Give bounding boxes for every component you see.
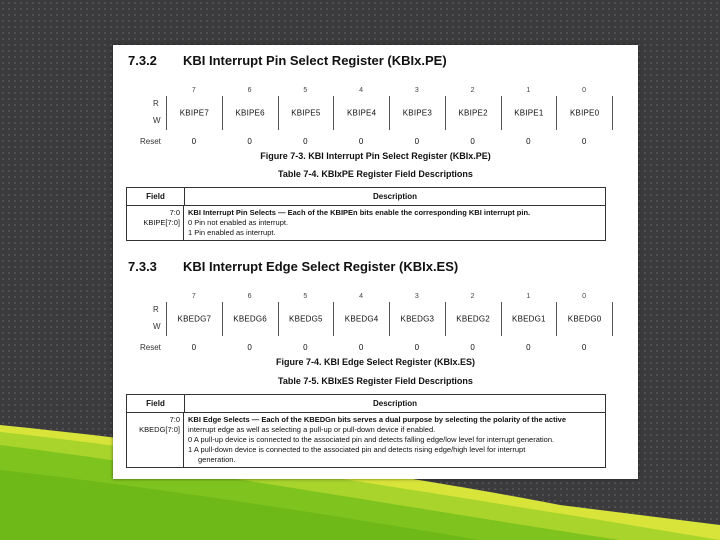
write-label: W [153,322,161,331]
bit-field-label: KBIPE3 [402,108,432,118]
bit-field-cell [223,96,279,130]
bit-field-label: KBEDG3 [400,314,435,324]
bit-field-cell [557,96,613,130]
field-name: KBEDG[7:0] [139,425,180,434]
field-column-header: Field [127,395,185,412]
bit-field-label: KBEDG7 [177,314,212,324]
bit-field-cell [167,302,223,336]
bit-number: 5 [303,87,308,94]
bit-number: 7 [191,87,196,94]
bit-field-cell [223,302,279,336]
bit-field-cell [390,96,446,130]
section-title: KBI Interrupt Edge Select Register (KBIx.ES) [183,259,459,274]
field-cell [127,206,184,240]
bit-field-label: KBIPE0 [570,108,600,118]
bit-field-cell [279,96,335,130]
description-line: 1 Pin enabled as interrupt. [188,228,276,237]
bit-number: 2 [470,293,475,300]
bit-number: 6 [247,293,252,300]
reset-value: 0 [358,137,364,146]
table-header-row [127,395,605,413]
bit-number: 1 [526,293,531,300]
section-heading [128,53,628,69]
bit-field-label: KBEDG5 [289,314,323,324]
field-cell [127,413,184,467]
bit-field-cell [334,302,390,336]
bit-field-label: KBEDG4 [344,314,379,324]
bit-number: 5 [303,293,308,300]
bit-field-label: KBEDG1 [512,314,546,324]
table-caption: Table 7-5. KBIxES Register Field Descriptions [278,376,473,386]
read-label: R [153,305,159,314]
bit-number: 0 [582,87,587,94]
field-name: KBIPE[7:0] [143,218,180,227]
reset-value: 0 [470,343,475,352]
description-column-header: Description [372,399,417,408]
register-diagram [113,87,638,147]
bit-field-cell [334,96,390,130]
reset-label: Reset [140,343,161,352]
reset-value: 0 [470,137,475,146]
description-line: KBI Interrupt Pin Selects — Each of the KBIPEn bits enable the corresponding KBI interrupt pin. [188,208,531,217]
bit-number: 1 [526,87,531,94]
reset-value: 0 [414,343,420,352]
bit-field-cell [279,302,335,336]
bit-field-label: KBEDG6 [233,314,267,324]
bit-number: 6 [247,87,252,94]
read-label: R [153,99,159,108]
reset-value: 0 [191,343,197,352]
reset-value: 0 [526,137,531,146]
write-label: W [153,116,161,125]
register-bit-fields [166,96,613,130]
bit-field-cell [557,302,613,336]
table-row [127,413,605,467]
field-bits: 7:0 [169,208,180,217]
field-column-header: Field [127,188,185,205]
bit-field-cell [167,96,223,130]
bit-field-label: KBEDG2 [456,314,490,324]
table-row [127,206,605,240]
bit-field-label: KBIPE5 [291,108,321,118]
reset-value: 0 [191,137,197,146]
reset-value: 0 [526,343,531,352]
reset-value: 0 [414,137,420,146]
section-number: 7.3.2 [128,53,157,68]
reset-value: 0 [358,343,364,352]
bit-field-label: KBIPE2 [458,108,488,118]
reset-value: 0 [303,137,308,146]
field-description-table [126,394,606,468]
bit-field-label: KBIPE6 [235,108,265,118]
reset-value: 0 [303,343,308,352]
bit-number: 3 [414,293,419,300]
bit-field-label: KBEDG0 [567,314,602,324]
bit-field-label: KBIPE4 [347,108,377,118]
bit-field-cell [502,302,558,336]
table-header-row [127,188,605,206]
reset-values-row [166,137,612,146]
register-diagram [113,293,638,353]
section-heading [128,259,628,275]
reset-value: 0 [247,343,252,352]
description-line: 0 Pin not enabled as interrupt. [188,218,289,227]
bit-number: 0 [582,293,587,300]
bit-field-cell [446,302,502,336]
description-line: generation. [198,455,236,464]
description-line: 0 A pull-up device is connected to the associated pin and detects falling edge/low level for interrupt generation. [188,435,555,444]
description-line: interrupt edge as well as selecting a pull-up or pull-down device if enabled. [188,425,436,434]
section-title: KBI Interrupt Pin Select Register (KBIx.PE) [183,53,447,68]
bit-number: 2 [470,87,475,94]
bit-field-label: KBIPE7 [179,108,209,118]
description-cell [184,206,605,240]
description-line: KBI Edge Selects — Each of the KBEDGn bits serves a dual purpose by selecting the polarity of the active [188,415,567,424]
register-bit-fields [166,302,613,336]
table-caption: Table 7-4. KBIxPE Register Field Descriptions [278,169,473,179]
reset-values-row [166,343,612,352]
reset-label: Reset [140,137,161,146]
figure-caption: Figure 7-3. KBI Interrupt Pin Select Register (KBIx.PE) [260,151,491,161]
document-page [113,45,638,479]
description-line: 1 A pull-down device is connected to the associated pin and detects rising edge/high level for interrupt [188,445,526,454]
bit-field-cell [502,96,558,130]
bit-number: 4 [359,87,364,94]
reset-value: 0 [581,343,587,352]
field-bits: 7:0 [169,415,180,424]
bit-field-label: KBIPE1 [514,108,544,118]
reset-value: 0 [581,137,587,146]
description-column-header: Description [372,192,417,201]
figure-caption: Figure 7-4. KBI Edge Select Register (KBIx.ES) [275,357,476,367]
bit-field-cell [446,96,502,130]
description-cell [184,413,605,467]
section-number: 7.3.3 [128,259,157,274]
bit-field-cell [390,302,446,336]
bit-number: 3 [414,87,419,94]
bit-number: 4 [359,293,364,300]
bit-number: 7 [191,293,196,300]
field-description-table [126,187,606,241]
reset-value: 0 [247,137,252,146]
